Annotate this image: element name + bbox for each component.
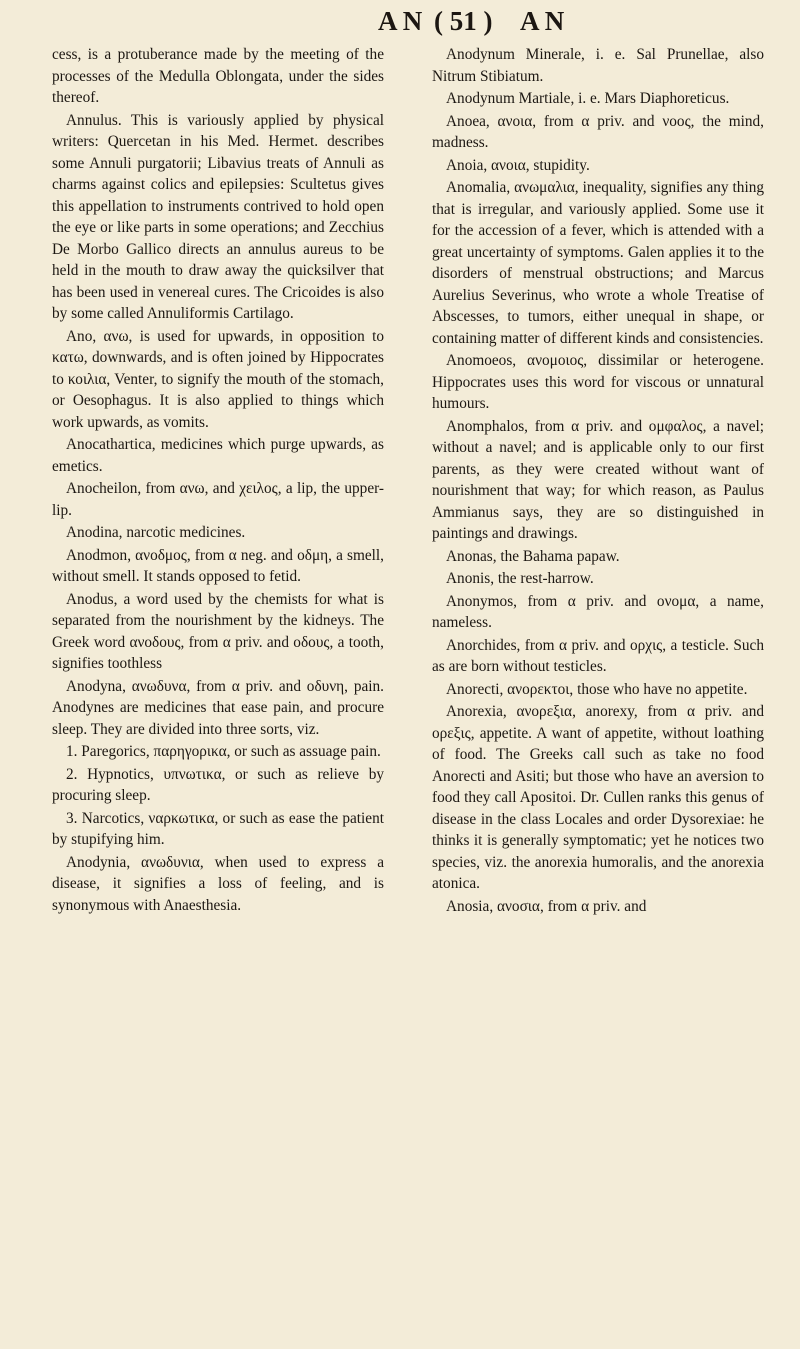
entry-anoia: Anoia, ανοια, stupidity. <box>446 156 590 174</box>
entry-anonis: Anonis, the rest-harrow. <box>446 570 594 587</box>
entry-anomoeos: Anomoeos, ανομοιος, dissimilar or heterogene. Hippocrates uses this word for viscous or unnatural humours. <box>432 352 764 412</box>
entry-anoea: Anoea, ανοια, from α priv. and νοος, the mind, madness. <box>432 112 764 151</box>
page-number: ( 51 ) <box>434 6 493 36</box>
running-header <box>0 2 800 42</box>
entry-anodynum-minerale: Anodynum Minerale, i. e. Sal Prunellae, also Nitrum Stibiatum. <box>432 46 764 85</box>
entry-annulus: Annulus. This is variously applied by physical writers: Quercetan in his Med. Hermet. describes some Annuli purgatorii; Libavius treats of Annuli as charms against colics and epilepsies: Scultetus gives this appellation to instruments contrived to hold open the eye or like parts in some operations; and Zecchius De Morbo Gallico directs an annulus aureus to be held in the mouth to draw away the quicksilver that has been used in venereal cures. The Cricoides is also by some called Annuliformis Cartilago. <box>52 111 384 322</box>
entry-anodynia: Anodynia, ανωδυνια, when used to express a disease, it signifies a loss of feeling, and is synonymous with Anaesthesia. <box>52 853 384 914</box>
header-right: A N <box>520 6 565 36</box>
entry-anodynum-martiale: Anodynum Martiale, i. e. Mars Diaphoreticus. <box>446 90 730 107</box>
left-column <box>52 44 384 917</box>
entry-anodmon: Anodmon, ανοδμος, from α neg. and οδμη, a smell, without smell. It stands opposed to fetid. <box>52 546 384 585</box>
entry-anosia: Anosia, ανοσια, from α priv. and <box>446 897 647 915</box>
list-item-hypnotics: 2. Hypnotics, υπνωτικα, or such as relieve by procuring sleep. <box>52 765 384 804</box>
entry-anomalia: Anomalia, ανωμαλια, inequality, signifies any thing that is irregular, and variously applied. Some use it for the accession of a fever, which is attended with a great uncertainty of symptoms. Galen applies it to the disorders of menstrual obstructions; and Marcus Aurelius Severinus, who wrote a whole Treatise of Abscesses, to tumors, either unequal in shape, or containing matter of different kinds and consistencies. <box>432 179 764 347</box>
entry-ano: Ano, ανω, is used for upwards, in opposition to κατω, downwards, and is often joined by Hippocrates to κοιλια, Venter, to signify the mouth of the stomach, or Oesophagus. It is also applied to things which work upwards, as vomits. <box>52 327 384 431</box>
entry-anorchides: Anorchides, from α priv. and ορχις, a testicle. Such as are born without testicles. <box>432 636 764 675</box>
entry-anodina: Anodina, narcotic medicines. <box>66 524 246 541</box>
entry-anonas: Anonas, the Bahama papaw. <box>446 547 620 565</box>
entry-anomphalos: Anomphalos, from α priv. and ομφαλος, a navel; without a navel; and is applicable only to our first parents, as they were created without want of nourishment that way; for which reason, as Paulus Ammianus says, they are so distinguished in paintings and drawings. <box>432 417 764 542</box>
entry-anonymos: Anonymos, from α priv. and ονομα, a name, nameless. <box>432 592 764 631</box>
entry-anodus: Anodus, a word used by the chemists for what is separated from the nourishment by the kidneys. The Greek word ανοδους, from α priv. and οδους, a tooth, signifies toothless <box>52 590 384 672</box>
entry-anodyna: Anodyna, ανωδυνα, from α priv. and οδυνη, pain. Anodynes are medicines that ease pain, and procure sleep. They are divided into three sorts, viz. <box>52 677 384 738</box>
left-paragraph: cess, is a protuberance made by the meeting of the processes of the Medulla Oblongata, under the sides thereof. <box>52 46 384 106</box>
list-item-paregorics: 1. Paregorics, παρηγορικα, or such as assuage pain. <box>66 743 381 760</box>
entry-anorexia: Anorexia, ανορεξια, anorexy, from α priv. and ορεξις, appetite. A want of appetite, without loathing of food. The Greeks call such as take no food Anorecti and Asiti; but those who have an aversion to food they call Apositoi. Dr. Cullen ranks this genus of disease in the class Locales and order Dysorexiae: he thinks it is generally symptomatic; yet he notices two species, viz. the anorexia humoralis, and the anorexia atonica. <box>432 703 764 892</box>
list-item-narcotics: 3. Narcotics, ναρκωτικα, or such as ease the patient by stupifying him. <box>52 809 384 848</box>
entry-anocathartica: Anocathartica, medicines which purge upwards, as emetics. <box>52 436 384 475</box>
entry-anocheilon: Anocheilon, from ανω, and χειλος, a lip, the upper-lip. <box>52 480 384 519</box>
entry-anorecti: Anorecti, ανορεκτοι, those who have no appetite. <box>446 680 748 698</box>
header-left: A N <box>378 6 423 36</box>
right-column <box>432 44 764 918</box>
